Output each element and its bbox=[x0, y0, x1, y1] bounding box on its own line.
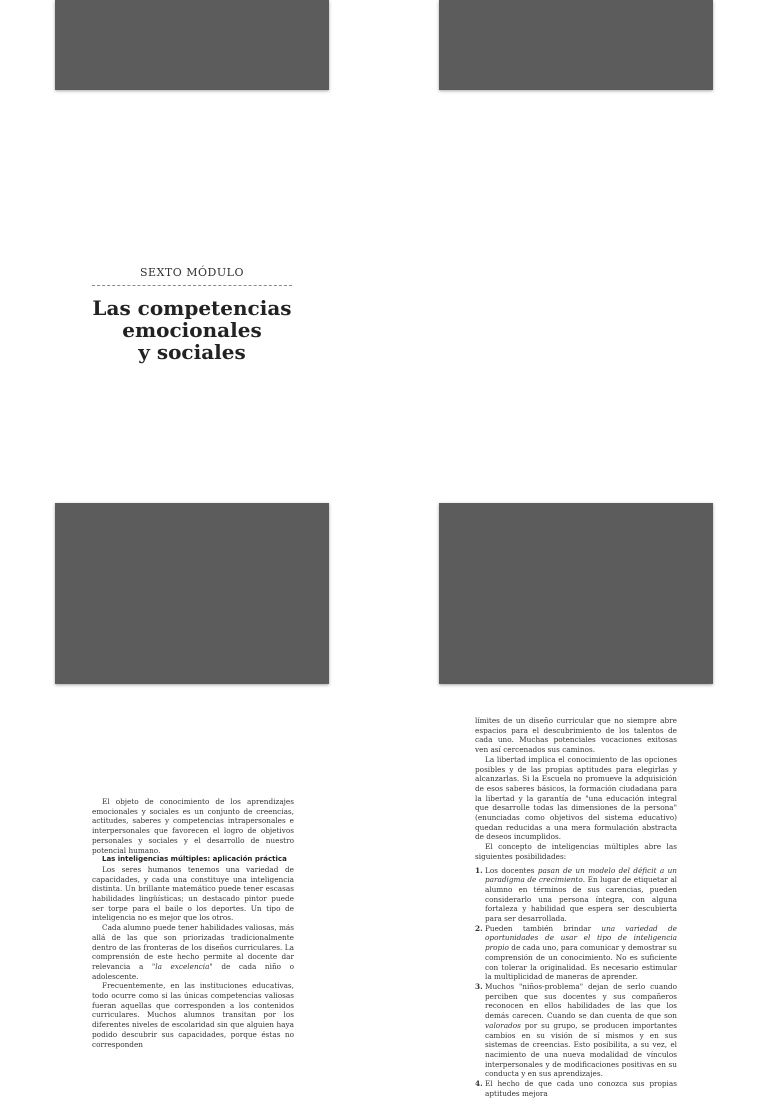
text-run: Pueden también brindar bbox=[485, 923, 602, 933]
module-label: SEXTO MÓDULO bbox=[140, 266, 244, 279]
left-text-column bbox=[92, 797, 294, 1049]
text-run: . En lugar de etiquetar al alumno en términos de sus carencias, pueden considerarlo una persona íntegra, con alguna fortaleza y habilidad que espera ser descubierta para ser desarrollada. bbox=[485, 875, 678, 924]
list-item-number: 2. bbox=[475, 923, 483, 933]
emphasis: valorados bbox=[485, 1020, 521, 1030]
emphasis: "la excelencia" bbox=[151, 961, 213, 971]
image-placeholder-top-left bbox=[55, 0, 329, 90]
module-title-line: y sociales bbox=[138, 340, 246, 364]
module-title bbox=[82, 297, 302, 363]
text-run: de cada uno, para comunicar y demostrar su comprensión de un conocimiento. No es suficiente con tolerar la originalidad. Es necesario estimular la multiplicidad de maneras de aprender. bbox=[485, 943, 677, 982]
body-paragraph: La libertad implica el conocimiento de las opciones posibles y de las propias aptitudes para elegirlas y alcanzarlas. Si la Escuela no promueve la adquisición de esos saberes básicos, la formación ciudadana para la libertad y la garantía de "una educación integral que desarrolle todas las dimensiones de la persona" (enunciadas como objetivos del sistema educativo) quedan reducidas a una mera formulación abstracta de deseos incumplidos. bbox=[475, 754, 677, 842]
text-run: Cada alumno puede tener habilidades valiosas, más allá de las que son priorizadas tradicionalmente dentro de las fronteras de los diseños curriculares. La comprensión de este hecho permite al docente dar relevancia a bbox=[92, 923, 294, 971]
module-title-line: emocionales bbox=[122, 318, 262, 342]
right-text-column bbox=[475, 716, 677, 1098]
image-placeholder-bottom-left bbox=[55, 503, 329, 684]
module-title-line: Las competencias bbox=[92, 296, 292, 320]
emphasis: pasan de un modelo del déficit a un paradigma de crecimiento bbox=[485, 865, 677, 885]
text-run: de cada niño o adolescente. bbox=[92, 961, 294, 981]
list-item bbox=[475, 924, 677, 982]
body-paragraph: Los seres humanos tenemos una variedad de capacidades, y cada una constituye una inteligencia distinta. Un brillante matemático puede tener escasas habilidades lingüísticas; un destacado pintor puede ser torpe para el baile o los deportes. Un tipo de inteligencia no es mejor que los otros. bbox=[92, 864, 294, 923]
list-item bbox=[475, 866, 677, 924]
body-paragraph bbox=[92, 923, 294, 981]
body-paragraph: Frecuentemente, en las instituciones educativas, todo ocurre como si las únicas competencias valiosas fueran aquellas que corresponden a los contenidos curriculares. Muchos alumnos transitan por los diferentes niveles de escolaridad sin que alguien haya podido descubrir sus capacidades, porque éstas no corresponden bbox=[92, 981, 294, 1049]
list-item bbox=[475, 982, 677, 1079]
body-paragraph: límites de un diseño curricular que no siempre abre espacios para el descubrimiento de los talentos de cada uno. Muchas potenciales vocaciones exitosas ven así cercenados sus caminos. bbox=[475, 716, 677, 755]
text-run: Muchos "niños-problema" dejan de serlo cuando perciben que sus docentes y sus compañeros reconocen en ellos habilidades de las que los demás carecen. Cuando se dan cuenta de que son bbox=[485, 981, 677, 1021]
list-item-number: 4. bbox=[475, 1079, 483, 1089]
body-paragraph: El concepto de inteligencias múltiples abre las siguientes posibilidades: bbox=[475, 842, 677, 861]
module-divider bbox=[92, 285, 292, 286]
text-run: Los docentes bbox=[485, 865, 538, 875]
text-run: por su grupo, se producen importantes cambios en su visión de sí mismos y en sus sistemas de creencias. Esto posibilita, a su vez, el nacimiento de una nueva modalidad de vínculos interpersonales y de modificaciones positivas en su conducta y en sus aprendizajes. bbox=[485, 1020, 677, 1079]
section-heading: Las inteligencias múltiples: aplicación práctica bbox=[102, 855, 287, 864]
text-run: El hecho de que cada uno conozca sus propias aptitudes mejora bbox=[485, 1079, 677, 1098]
intro-paragraph: El objeto de conocimiento de los aprendizajes emocionales y sociales es un conjunto de creencias, actitudes, saberes y competencias intrapersonales e interpersonales que favorecen el logro de objetivos personales y sociales y el desarrollo de nuestro potencial humano. bbox=[92, 797, 294, 855]
list-item bbox=[475, 1079, 677, 1098]
image-placeholder-bottom-right bbox=[439, 503, 713, 684]
list-item-number: 3. bbox=[475, 981, 483, 991]
image-placeholder-top-right bbox=[439, 0, 713, 90]
numbered-list bbox=[475, 866, 677, 1098]
list-item-number: 1. bbox=[475, 865, 483, 875]
emphasis: una variedad de oportunidades de usar el tipo de inteligencia propio bbox=[485, 923, 677, 953]
